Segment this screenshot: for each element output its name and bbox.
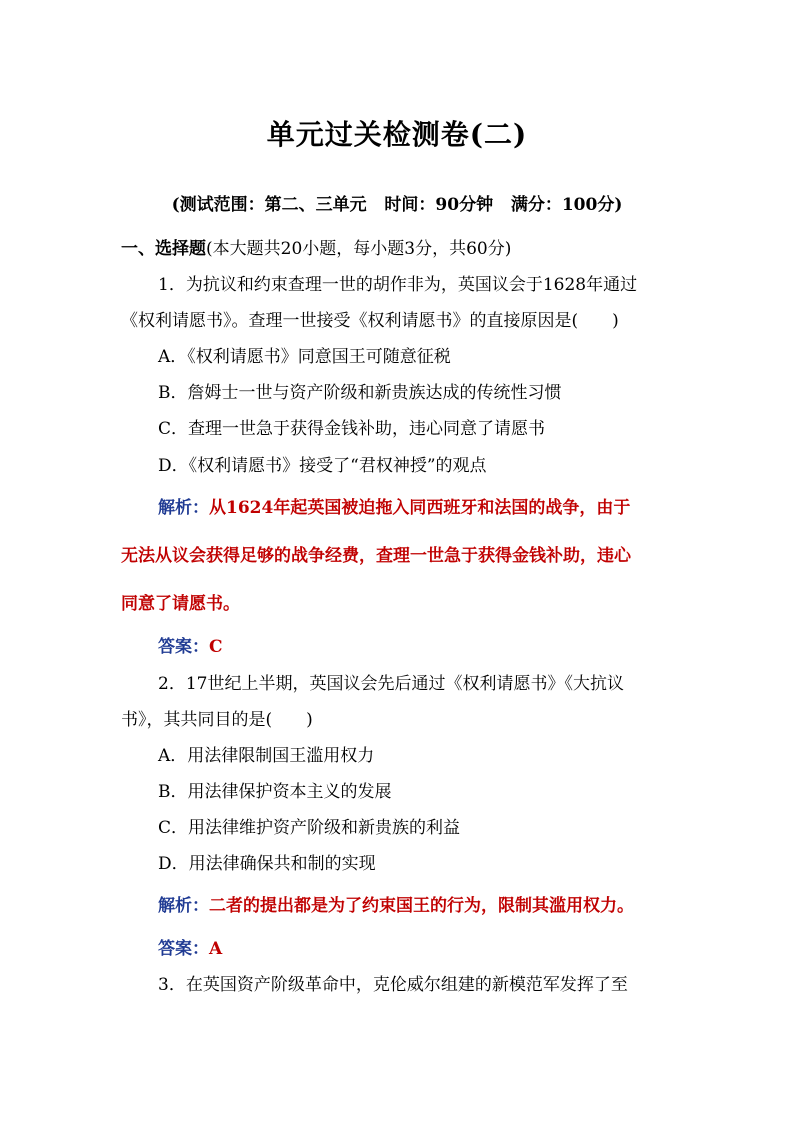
q1-option-a: A．《权利请愿书》同意国王可随意征税 [158,347,451,367]
q2-stem-line1: 2．17世纪上半期，英国议会先后通过《权利请愿书》《大抗议 [158,674,624,694]
q1-stem-line2: 《权利请愿书》。查理一世接受《权利请愿书》的直接原因是( ) [121,311,619,331]
q3-stem-line1: 3．在英国资产阶级革命中，克伦威尔组建的新模范军发挥了至 [158,975,628,995]
section-note: (本大题共20小题，每小题3分，共60分) [206,239,512,259]
q2-option-a: A．用法律限制国王滥用权力 [158,746,375,766]
q1-analysis-text1: 从1624年起英国被迫拖入同西班牙和法国的战争，由于 [209,498,631,518]
q2-option-c: C．用法律维护资产阶级和新贵族的利益 [158,818,461,838]
section-title: 一、选择题 [121,239,206,259]
scope-time: 时间：90分钟 [384,195,494,215]
scope-range: 测试范围：第二、三单元 [179,195,367,215]
section-heading [121,238,681,260]
q2-answer-label: 答案： [158,939,209,959]
q2-option-d: D．用法律确保共和制的实现 [158,854,376,874]
q1-answer [158,636,718,658]
q2-answer-value: A [209,939,223,959]
q2-analysis-text1: 二者的提出都是为了约束国王的行为，限制其滥用权力。 [209,896,634,916]
q1-option-b: B．詹姆士一世与资产阶级和新贵族达成的传统性习惯 [158,383,562,403]
scope-close: ) [614,195,623,215]
q1-stem-line1: 1．为抗议和约束查理一世的胡作非为，英国议会于1628年通过 [158,275,638,295]
page-title: 单元过关检测卷(二) [266,118,528,151]
q1-analysis-label: 解析： [158,498,209,518]
q1-option-d: D．《权利请愿书》接受了“君权神授”的观点 [158,456,487,476]
q2-analysis-label: 解析： [158,896,209,916]
q2-stem-line2: 书》，其共同目的是( ) [121,710,313,730]
q1-analysis-line3: 同意了请愿书。 [121,594,240,614]
q2-analysis-line1 [158,895,718,917]
q1-option-c: C．查理一世急于获得金钱补助，违心同意了请愿书 [158,419,546,439]
q1-analysis-line2: 无法从议会获得足够的战争经费，查理一世急于获得金钱补助，违心 [121,546,631,566]
test-scope [0,194,794,216]
q2-option-b: B．用法律保护资本主义的发展 [158,782,392,802]
q2-answer [158,938,718,960]
scope-open: ( [171,195,180,215]
q1-answer-label: 答案： [158,637,209,657]
scope-score: 满分：100分 [510,195,615,215]
q1-analysis-line1 [158,497,718,519]
q1-answer-value: C [209,637,223,657]
